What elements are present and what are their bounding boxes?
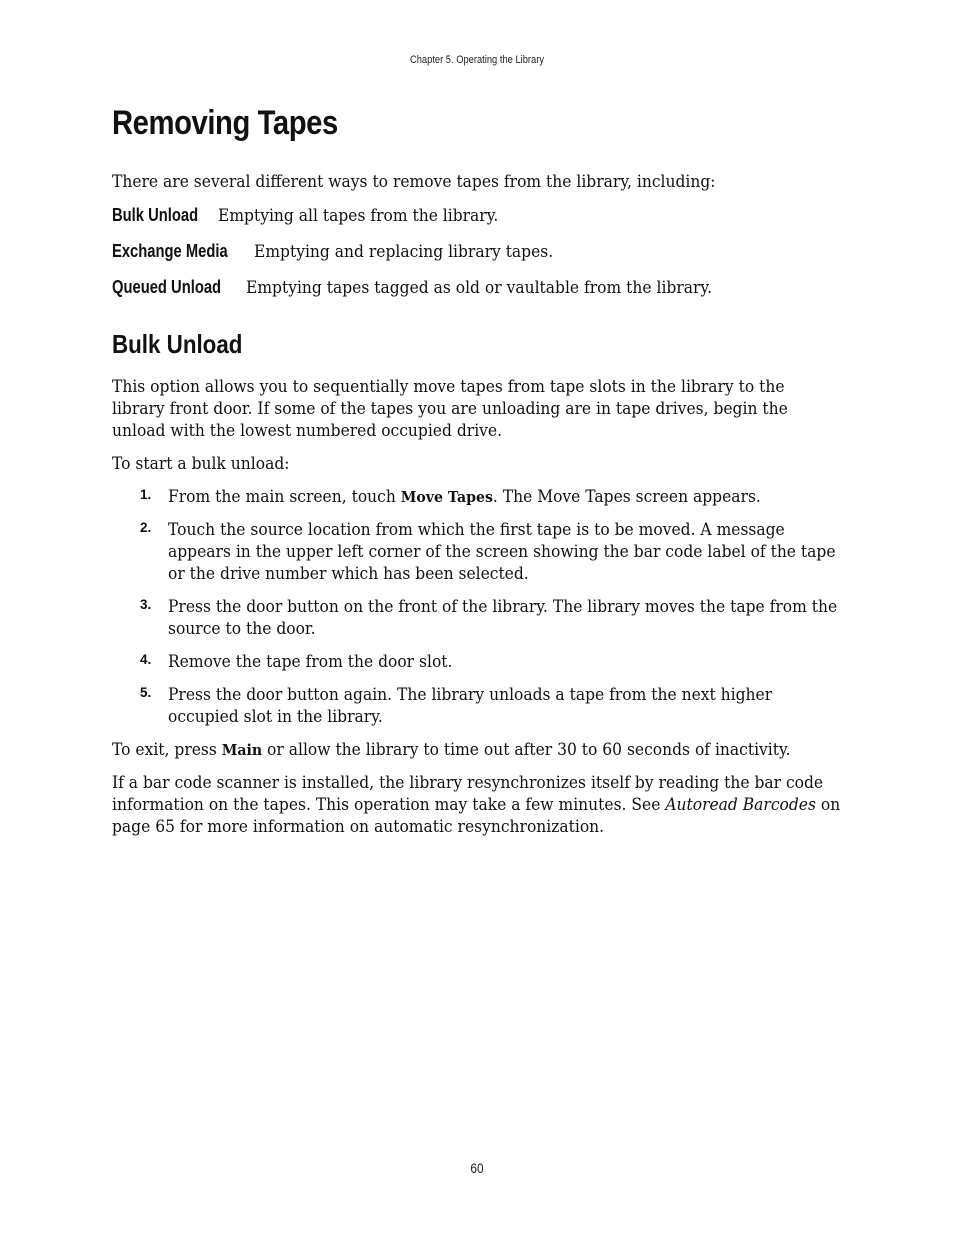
page-number: 60	[470, 1160, 484, 1176]
step-text: Press the door button on the front of the library. The library moves the tape from the source to the door.	[168, 597, 838, 638]
steps-intro: To start a bulk unload:	[112, 454, 290, 473]
option-queued-unload	[112, 276, 842, 299]
section-heading: Bulk Unload	[112, 329, 243, 359]
step-number: 2.	[140, 520, 152, 535]
running-header: Chapter 5. Operating the Library	[409, 54, 545, 66]
cross-reference: Autoread Barcodes	[665, 795, 816, 814]
step-number: 1.	[140, 487, 152, 502]
option-term: Exchange Media	[112, 241, 228, 261]
step-number: 3.	[140, 597, 152, 612]
list-item	[112, 596, 842, 640]
option-term: Queued Unload	[112, 277, 222, 297]
option-bulk-unload	[112, 204, 842, 227]
ui-label-move-tapes: Move Tapes	[400, 488, 493, 506]
section-paragraph: This option allows you to sequentially move tapes from tape slots in the library to the library front door. If some of the tapes you are unloading are in tape drives, begin the unload with the lowest numbered occupied drive.	[112, 377, 788, 440]
step-text: Touch the source location from which the first tape is to be moved. A message appears in the upper left corner of the screen showing the bar code label of the tape or the drive number which has been selected.	[168, 520, 836, 583]
step-text: Remove the tape from the door slot.	[168, 652, 453, 671]
list-item	[112, 486, 842, 508]
intro-paragraph: There are several different ways to remove tapes from the library, including:	[112, 172, 716, 191]
step-number: 5.	[140, 685, 152, 700]
step-text: From the main screen, touch Move Tapes. The Move Tapes screen appears.	[168, 487, 761, 506]
list-item	[112, 684, 842, 728]
list-item	[112, 519, 842, 585]
option-exchange-media	[112, 240, 842, 263]
option-desc: Emptying all tapes from the library.	[218, 206, 499, 225]
step-text: Press the door button again. The library unloads a tape from the next higher occupied slot in the library.	[168, 685, 773, 726]
ui-label-main: Main	[221, 741, 263, 759]
page-content	[112, 104, 842, 849]
option-desc: Emptying and replacing library tapes.	[254, 242, 554, 261]
step-number: 4.	[140, 652, 152, 667]
list-item	[112, 651, 842, 673]
exit-paragraph: To exit, press Main or allow the library to time out after 30 to 60 seconds of inactivity.	[112, 740, 791, 759]
page-title: Removing Tapes	[112, 104, 338, 142]
option-desc: Emptying tapes tagged as old or vaultable from the library.	[246, 278, 713, 297]
steps-list	[112, 486, 842, 728]
option-term: Bulk Unload	[112, 205, 199, 225]
scanner-paragraph: If a bar code scanner is installed, the library resynchronizes itself by reading the bar code information on the tapes. This operation may take a few minutes. See Autoread Barcodes on page 65 for more information on automatic resynchronization.	[112, 773, 841, 836]
